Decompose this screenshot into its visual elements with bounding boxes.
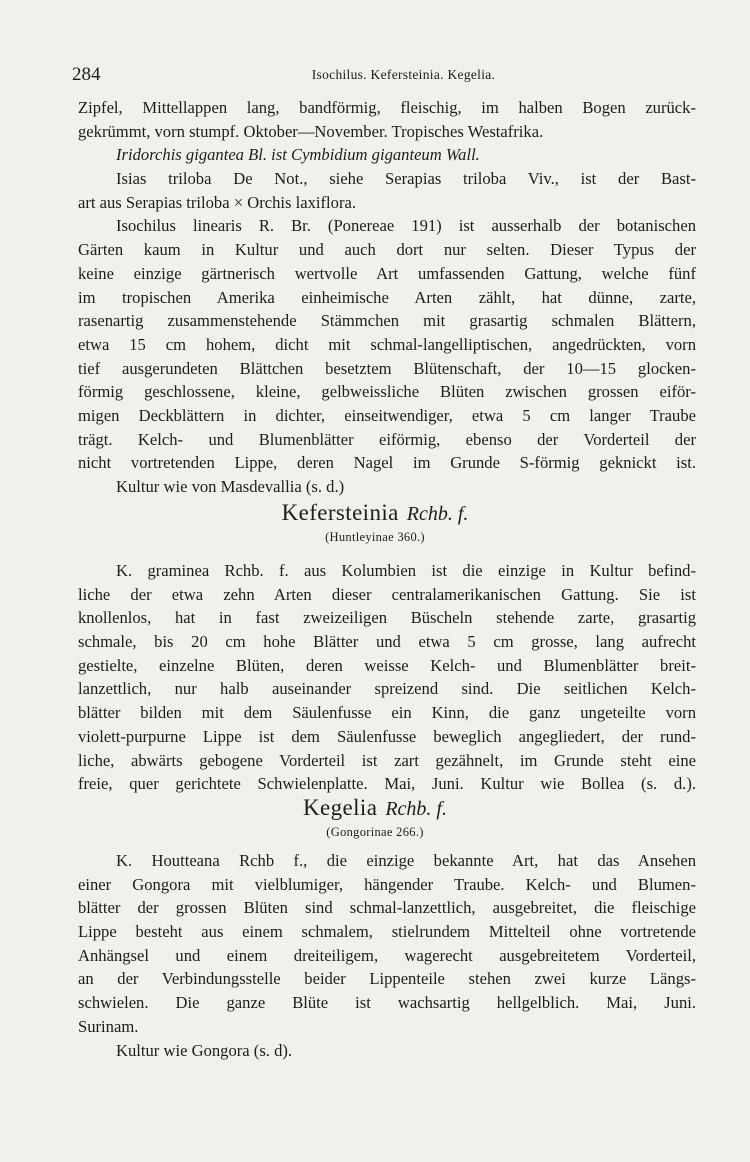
isochilus-section [78, 96, 696, 499]
text-line: knollenlos, hat in fast zweizeiligen Büscheln stehende zarte, grasartig [78, 608, 696, 628]
text-line: gestielte, einzelne Blüten, deren weisse Kelch- und Blumenblätter breit- [78, 655, 696, 675]
text-line: blätter der grossen Blüten sind schmal-lanzettlich, ausgebreitet, die fleischige [78, 898, 696, 918]
text-line: Kultur wie von Masdevallia (s. d.) [116, 477, 345, 496]
text-line: nicht vortretenden Lippe, deren Nagel im Grunde S-förmig geknickt ist. [78, 453, 696, 473]
text-line: Iridorchis gigantea Bl. ist Cymbidium giganteum Wall. [116, 145, 480, 165]
kefersteinia-subtitle: (Huntleyinae 360.) [325, 530, 425, 544]
text-line: schmale, bis 20 cm hohe Blätter und etwa 5 cm grosse, lang aufrecht [78, 632, 696, 652]
page-header [72, 64, 695, 88]
kefersteinia-heading [0, 500, 750, 526]
genus-name: Kefersteinia [281, 500, 399, 525]
text-line: im tropischen Amerika einheimische Arten zählt, hat dünne, zarte, [78, 287, 696, 307]
text-line: freie, quer gerichtete Schwielenplatte. Mai, Juni. Kultur wie Bollea (s. d.). [78, 774, 696, 794]
kegelia-section [78, 849, 696, 1062]
text-line: keine einzige gärtnerisch wertvolle Art umfassenden Gattung, welche fünf [78, 263, 696, 283]
text-line: K. graminea Rchb. f. aus Kolumbien ist die einzige in Kultur befind- [116, 561, 696, 580]
genus-author: Rchb. f. [385, 798, 447, 820]
text-line: Isias triloba De Not., siehe Serapias triloba Viv., ist der Bast- [116, 169, 696, 189]
text-line: Isochilus linearis R. Br. (Ponereae 191) ist ausserhalb der botanischen [116, 216, 696, 236]
text-line: förmig geschlossene, kleine, gelbweissliche Blüten zwischen grossen eiför- [78, 382, 696, 402]
page-number: 284 [72, 64, 101, 85]
text-line: schwielen. Die ganze Blüte ist wachsartig hellgelblich. Mai, Juni. [78, 993, 696, 1013]
text-line: an der Verbindungsstelle beider Lippenteile stehen zwei kurze Längs- [78, 969, 696, 989]
text-line: Kultur wie Gongora (s. d). [116, 1040, 293, 1060]
text-line: migen Deckblättern in dichter, einseitwendiger, etwa 5 cm langer Traube [78, 405, 696, 425]
text-line: Gärten kaum in Kultur und auch dort nur selten. Dieser Typus der [78, 240, 696, 260]
text-line: rasenartig zusammenstehende Stämmchen mit grasartig schmalen Blättern, [78, 311, 696, 331]
text-line: Anhängsel und einem dreiteiligem, wagerecht ausgebreitetem Vorderteil, [78, 945, 696, 965]
text-line: etwa 15 cm hohem, dicht mit schmal-langelliptischen, angedrückten, vorn [78, 334, 696, 354]
text-line: Lippe besteht aus einem schmalem, stielrundem Mittelteil ohne vortretende [78, 922, 696, 942]
text-line: trägt. Kelch- und Blumenblätter eiförmig, ebenso der Vorderteil der [78, 429, 696, 449]
text-line: einer Gongora mit vielblumiger, hängender Traube. Kelch- und Blumen- [78, 874, 696, 894]
text-line: Zipfel, Mittellappen lang, bandförmig, fleischig, im halben Bogen zurück- [78, 98, 696, 117]
text-line: gekrümmt, vorn stumpf. Oktober—November. Tropisches Westafrika. [78, 121, 544, 141]
text-line: blätter bilden mit dem Säulenfusse ein Kinn, die ganz ungeteilte vorn [78, 703, 696, 723]
genus-name: Kegelia [303, 795, 378, 820]
text-line: liche der etwa zehn Arten dieser centralamerikanischen Gattung. Sie ist [78, 584, 696, 604]
text-line: K. Houtteana Rchb f., die einzige bekannte Art, hat das Ansehen [116, 851, 696, 870]
text-line: Surinam. [78, 1016, 139, 1036]
kefersteinia-section [78, 559, 696, 796]
text-line: liche, abwärts gebogene Vorderteil ist zart gezähnelt, im Grunde steht eine [78, 750, 696, 770]
running-head: Isochilus. Kefersteinia. Kegelia. [311, 67, 496, 82]
text-line: lanzettlich, nur halb auseinander spreizend sind. Die seitlichen Kelch- [78, 679, 696, 699]
kegelia-subtitle: (Gongorinae 266.) [326, 825, 424, 839]
text-line: violett-purpurne Lippe ist dem Säulenfusse beweglich angegliedert, der rund- [78, 726, 696, 746]
text-line: art aus Serapias triloba × Orchis laxiflora. [78, 192, 356, 212]
kegelia-heading [0, 795, 750, 821]
text-line: tief ausgerundeten Blättchen besetztem Blütenschaft, der 10—15 glocken- [78, 358, 696, 378]
genus-author: Rchb. f. [406, 503, 469, 525]
